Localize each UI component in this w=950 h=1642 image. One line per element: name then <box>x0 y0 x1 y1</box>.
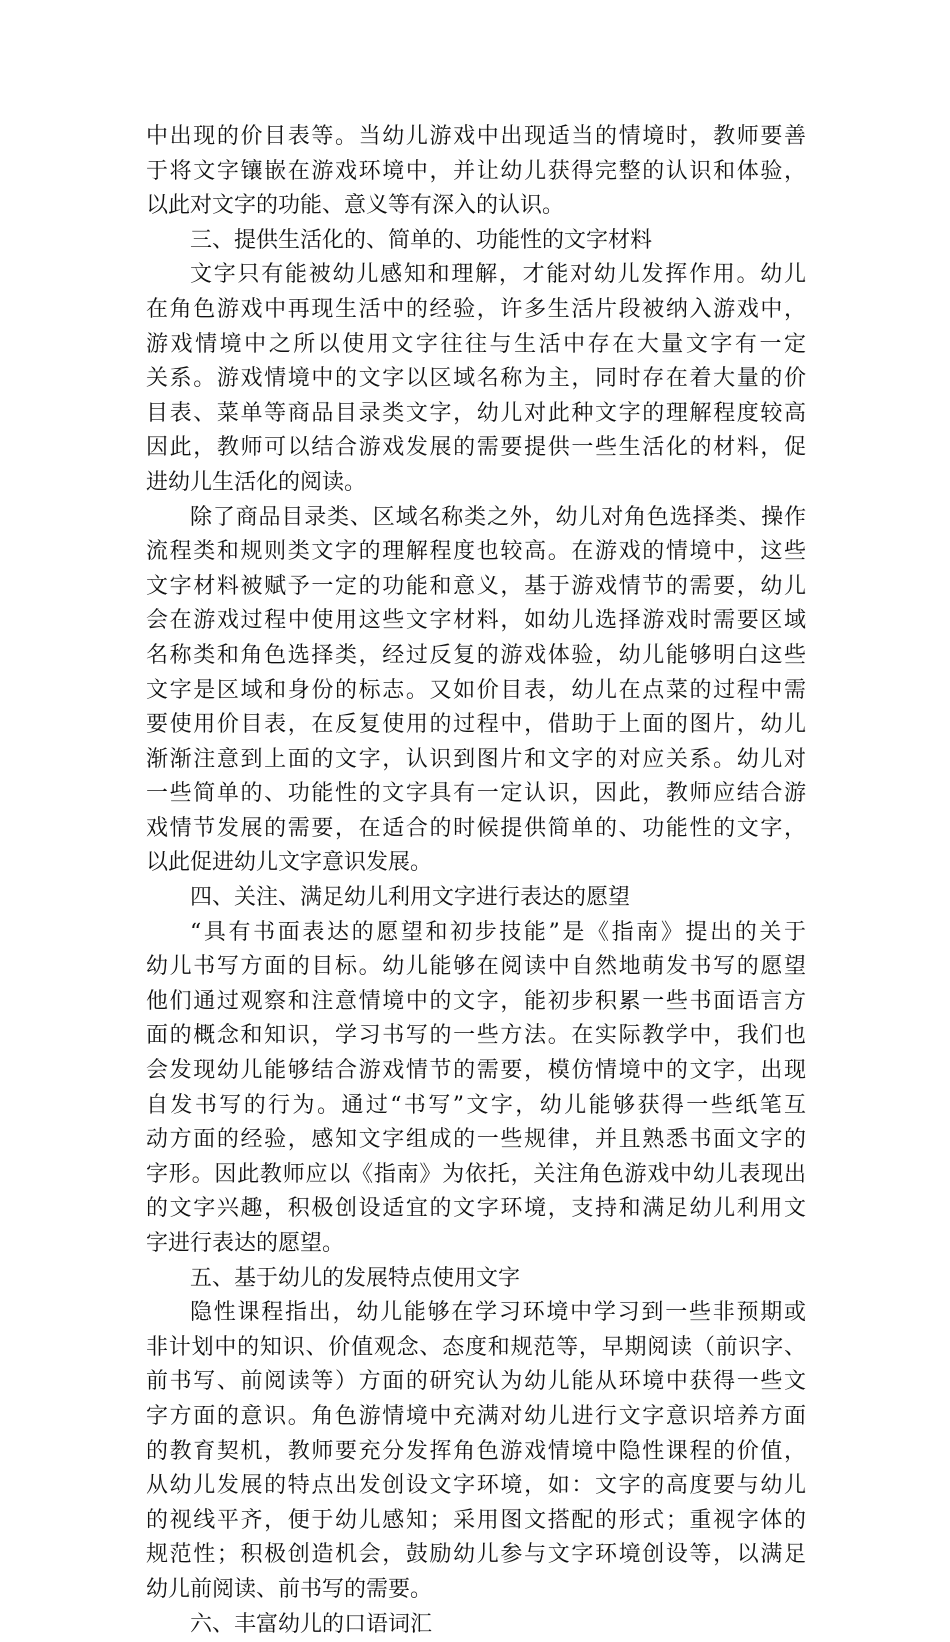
text-line: 进幼儿生活化的阅读。 <box>146 469 367 495</box>
text-line: 一些简单的、功能性的文字具有一定认识，因此，教师应结合游 <box>146 781 806 807</box>
text-line: 字进行表达的愿望。 <box>146 1231 345 1256</box>
text-line: 会在游戏过程中使用这些文字材料，如幼儿选择游戏时需要区域 <box>146 608 806 634</box>
text-line: 规范性；积极创造机会，鼓励幼儿参与文字环境创设等，以满足 <box>146 1542 806 1568</box>
section-heading-6: 六、丰富幼儿的口语词汇 <box>190 1611 433 1637</box>
text-line: 从幼儿发展的特点出发创设文字环境，如：文字的高度要与幼儿 <box>146 1473 806 1499</box>
document-page <box>146 120 806 1642</box>
section-heading-3: 三、提供生活化的、简单的、功能性的文字材料 <box>190 227 653 253</box>
text-line: 前书写、前阅读等）方面的研究认为幼儿能从环境中获得一些文 <box>146 1369 806 1395</box>
text-line: 流程类和规则类文字的理解程度也较高。在游戏的情境中，这些 <box>146 539 806 565</box>
text-line: 在角色游戏中再现生活中的经验，许多生活片段被纳入游戏中， <box>146 296 806 322</box>
text-line: 文字材料被赋予一定的功能和意义，基于游戏情节的需要，幼儿 <box>146 573 806 599</box>
paragraph <box>146 916 806 1262</box>
paragraph <box>146 258 806 500</box>
text-line: 渐渐注意到上面的文字，认识到图片和文字的对应关系。幼儿对 <box>146 746 806 772</box>
text-line: 除了商品目录类、区域名称类之外，幼儿对角色选择类、操作 <box>190 504 806 530</box>
text-line: “具有书面表达的愿望和初步技能”是《指南》提出的关于 <box>190 919 806 945</box>
text-line: 会发现幼儿能够结合游戏情节的需要，模仿情境中的文字，出现 <box>146 1058 806 1084</box>
text-line: 隐性课程指出，幼儿能够在学习环境中学习到一些非预期或 <box>190 1300 806 1326</box>
text-line: 中出现的价目表等。当幼儿游戏中出现适当的情境时，教师要善 <box>146 124 806 149</box>
text-line: 面的概念和知识，学习书写的一些方法。在实际教学中，我们也 <box>146 1023 806 1049</box>
text-line: 非计划中的知识、价值观念、态度和规范等，早期阅读（前识字、 <box>146 1334 806 1360</box>
text-line: 字方面的意识。角色游情境中充满对幼儿进行文字意识培养方面 <box>146 1403 806 1429</box>
text-line: 游戏情境中之所以使用文字往往与生活中存在大量文字有一定 <box>146 331 806 357</box>
text-line: 戏情节发展的需要，在适合的时候提供简单的、功能性的文字， <box>146 815 806 841</box>
text-line: 自发书写的行为。通过“书写”文字，幼儿能够获得一些纸笔互 <box>146 1092 806 1118</box>
text-line: 的文字兴趣，积极创设适宜的文字环境，支持和满足幼儿利用文 <box>146 1196 806 1222</box>
text-line: 文字是区域和身份的标志。又如价目表，幼儿在点菜的过程中需 <box>146 677 806 703</box>
text-line: 文字只有能被幼儿感知和理解，才能对幼儿发挥作用。幼儿 <box>190 262 806 288</box>
text-line: 动方面的经验，感知文字组成的一些规律，并且熟悉书面文字的 <box>146 1127 806 1153</box>
text-line: 的教育契机，教师要充分发挥角色游戏情境中隐性课程的价值， <box>146 1438 806 1464</box>
text-line: 幼儿前阅读、前书写的需要。 <box>146 1576 433 1602</box>
text-line: 要使用价目表，在反复使用的过程中，借助于上面的图片，幼儿 <box>146 712 806 738</box>
text-line: 的视线平齐，便于幼儿感知；采用图文搭配的形式；重视字体的 <box>146 1507 806 1533</box>
section-heading-5: 五、基于幼儿的发展特点使用文字 <box>190 1265 521 1291</box>
text-line: 关系。游戏情境中的文字以区域名称为主，同时存在着大量的价 <box>146 366 806 392</box>
text-line: 幼儿书写方面的目标。幼儿能够在阅读中自然地萌发书写的愿望 <box>146 954 806 980</box>
text-line: 以此对文字的功能、意义等有深入的认识。 <box>146 193 565 219</box>
text-line: 名称类和角色选择类，经过反复的游戏体验，幼儿能够明白这些 <box>146 642 806 668</box>
text-line: 目表、菜单等商品目录类文字，幼儿对此种文字的理解程度较高 <box>146 400 806 426</box>
text-line: 以此促进幼儿文字意识发展。 <box>146 850 433 876</box>
paragraph <box>146 501 806 882</box>
text-line: 字形。因此教师应以《指南》为依托，关注角色游戏中幼儿表现出 <box>146 1161 806 1187</box>
text-line: 因此，教师可以结合游戏发展的需要提供一些生活化的材料，促 <box>146 435 806 461</box>
paragraph-continuation <box>146 120 806 224</box>
paragraph <box>146 1296 806 1607</box>
text-line: 他们通过观察和注意情境中的文字，能初步积累一些书面语言方 <box>146 988 806 1014</box>
section-heading-4: 四、关注、满足幼儿利用文字进行表达的愿望 <box>190 885 631 911</box>
text-line: 于将文字镶嵌在游戏环境中，并让幼儿获得完整的认识和体验， <box>146 158 806 184</box>
